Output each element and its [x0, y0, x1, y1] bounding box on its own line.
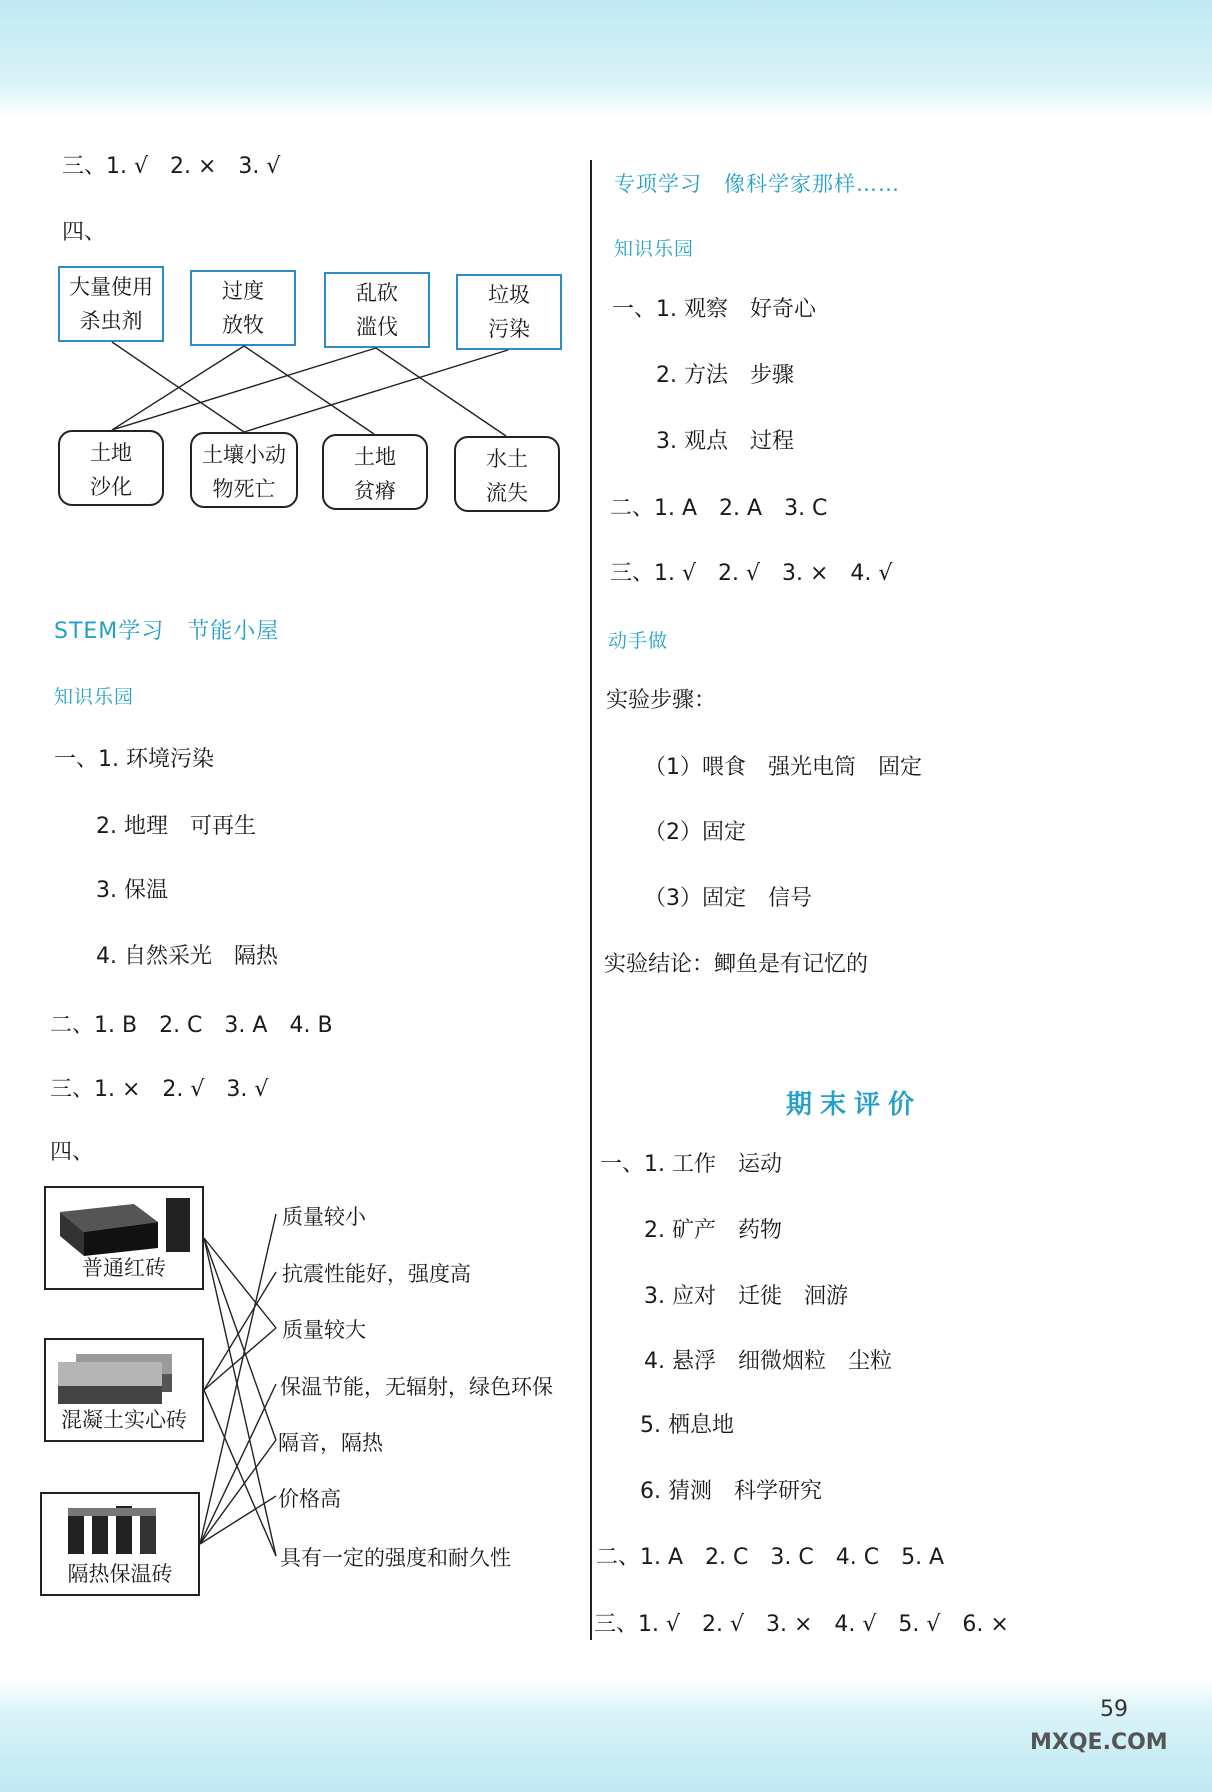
- column-divider: [590, 160, 592, 1640]
- brick-card-concrete: [44, 1338, 204, 1442]
- final-answer-line: 三、1. √ 2. √ 3. × 4. √ 5. √ 6. ×: [594, 1612, 1009, 1637]
- experiment-conclusion: 实验结论：鲫鱼是有记忆的: [604, 952, 869, 977]
- final-answer-line: 3. 应对 迁徙 洄游: [644, 1284, 848, 1309]
- page-number: 59: [1100, 1697, 1128, 1722]
- cause-text: 杀虫剂: [79, 309, 143, 333]
- right-answer-line: 2. 方法 步骤: [656, 363, 794, 388]
- right-answer-line: 3. 观点 过程: [656, 429, 794, 454]
- right-answer-line: 三、1. √ 2. √ 3. × 4. √: [610, 561, 893, 586]
- match-line: [112, 348, 376, 430]
- experiment-step: （1）喂食 强光电筒 固定: [644, 755, 922, 780]
- left-answer-line: 3. 保温: [96, 878, 168, 903]
- stem-section-title: STEM学习 节能小屋: [54, 619, 280, 644]
- experiment-step: （2）固定: [644, 820, 746, 845]
- cause-box-pesticide: [58, 266, 164, 342]
- left-answer-line: 2. 地理 可再生: [96, 814, 256, 839]
- top-decor-band: [0, 0, 1212, 118]
- left-answer-line: 三、1. × 2. √ 3. √: [50, 1077, 269, 1102]
- left-answer-line: 二、1. B 2. C 3. A 4. B: [50, 1013, 333, 1038]
- match-line: [376, 348, 506, 436]
- left-answer-line: 4. 自然采光 隔热: [96, 944, 278, 969]
- final-answer-line: 6. 猜测 科学研究: [640, 1479, 822, 1504]
- experiment-step: （3）固定 信号: [644, 886, 812, 911]
- match-line: [244, 350, 508, 432]
- final-answer-line: 一、1. 工作 运动: [600, 1152, 782, 1177]
- brick-label: 普通红砖: [82, 1256, 166, 1280]
- right-answer-line: 一、1. 观察 好奇心: [612, 297, 816, 322]
- brick-card-insulating: [40, 1492, 200, 1596]
- effect-text: 土壤小动: [202, 443, 286, 467]
- cause-box-garbage: [456, 274, 562, 350]
- effect-text: 土地: [354, 445, 396, 469]
- final-answer-line: 二、1. A 2. C 3. C 4. C 5. A: [596, 1545, 945, 1570]
- cause-text: 滥伐: [356, 315, 398, 339]
- brick-property: 质量较小: [282, 1205, 366, 1229]
- effect-text: 水土: [486, 447, 528, 471]
- left-q3-answers: 三、1. √ 2. × 3. √: [62, 154, 281, 179]
- left-answer-line: 四、: [50, 1140, 95, 1165]
- final-answer-line: 4. 悬浮 细微烟粒 尘粒: [644, 1349, 892, 1374]
- brick-label: 混凝土实心砖: [61, 1408, 187, 1432]
- concrete-brick-image: [48, 1344, 204, 1408]
- left-knowledge-heading: 知识乐园: [54, 686, 135, 708]
- cause-text: 大量使用: [69, 275, 153, 299]
- match-line: [112, 342, 244, 432]
- effect-box-erosion: [454, 436, 560, 512]
- effect-box-desertification: [58, 430, 164, 506]
- brick-property: 抗震性能好，强度高: [282, 1262, 471, 1286]
- match-line: [204, 1238, 276, 1556]
- left-answer-line: 一、1. 环境污染: [54, 747, 214, 772]
- match-line: [200, 1440, 276, 1544]
- effect-text: 物死亡: [212, 477, 276, 501]
- match-line: [200, 1496, 276, 1544]
- match-line: [112, 346, 244, 430]
- final-evaluation-title: 期末评价: [786, 1090, 923, 1120]
- effect-text: 流失: [486, 481, 528, 505]
- brick-property: 保温节能，无辐射，绿色环保: [280, 1375, 553, 1399]
- match-line: [200, 1384, 276, 1544]
- effect-text: 土地: [90, 441, 132, 465]
- effect-text: 贫瘠: [354, 479, 396, 503]
- cause-text: 过度: [222, 279, 264, 303]
- final-answer-line: 5. 栖息地: [640, 1413, 734, 1438]
- special-section-title: 专项学习 像科学家那样……: [614, 172, 900, 196]
- cause-text: 放牧: [222, 313, 264, 337]
- match-line: [204, 1272, 276, 1390]
- hands-on-heading: 动手做: [608, 630, 669, 652]
- match-line: [204, 1238, 276, 1328]
- match-line: [244, 346, 374, 434]
- brick-property: 隔音，隔热: [278, 1431, 383, 1455]
- cause-text: 乱砍: [356, 281, 398, 305]
- right-answer-line: 二、1. A 2. A 3. C: [610, 496, 828, 521]
- brick-label: 隔热保温砖: [67, 1562, 173, 1586]
- red-brick-image: [48, 1192, 204, 1256]
- insulating-brick-image: [44, 1498, 200, 1562]
- cause-text: 垃圾: [488, 283, 530, 307]
- cause-box-overgrazing: [190, 270, 296, 346]
- cause-text: 污染: [488, 317, 530, 341]
- brick-property: 具有一定的强度和耐久性: [280, 1546, 511, 1570]
- brick-card-red: [44, 1186, 204, 1290]
- effect-box-barren: [322, 434, 428, 510]
- match-line: [204, 1328, 276, 1390]
- match-line: [200, 1214, 276, 1544]
- steps-label: 实验步骤：: [606, 688, 717, 713]
- brick-property: 价格高: [278, 1487, 341, 1511]
- left-q4-label: 四、: [62, 220, 107, 245]
- watermark-text: MXQE.COM: [1030, 1730, 1168, 1755]
- cause-box-deforestation: [324, 272, 430, 348]
- right-knowledge-heading: 知识乐园: [614, 238, 695, 260]
- match-line: [204, 1390, 276, 1556]
- match-line: [204, 1238, 276, 1440]
- final-answer-line: 2. 矿产 药物: [644, 1218, 782, 1243]
- effect-text: 沙化: [90, 475, 132, 499]
- effect-box-soil-animals: [190, 432, 298, 508]
- brick-property: 质量较大: [282, 1318, 366, 1342]
